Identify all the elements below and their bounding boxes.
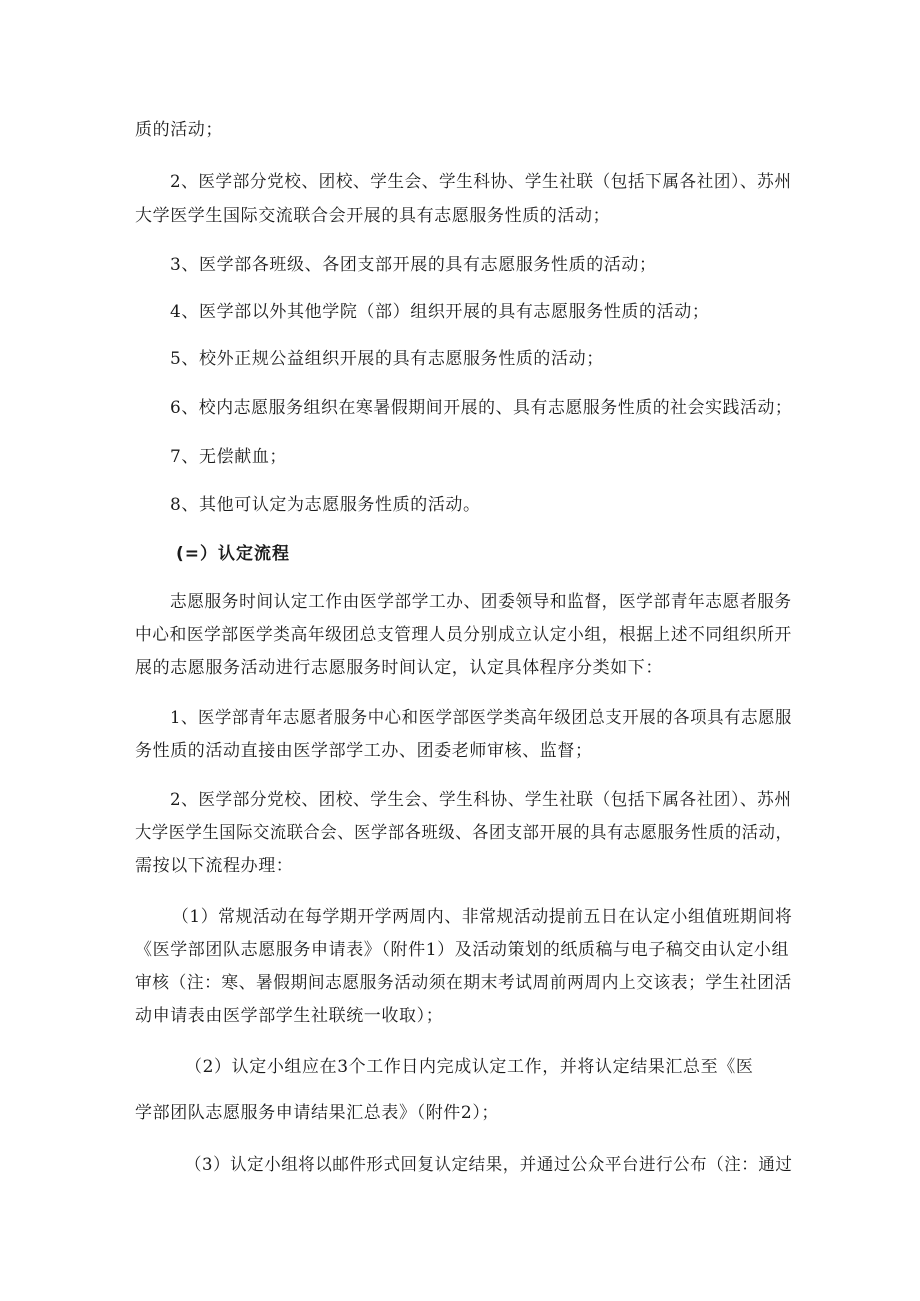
- text-line: 6、校内志愿服务组织在寒暑假期间开展的、具有志愿服务性质的社会实践活动；: [170, 398, 793, 418]
- text-line: （2）认定小组应在3个工作日内完成认定工作，并将认定结果汇总至《医: [185, 1057, 754, 1077]
- text-line: 大学医学生国际交流联合会、医学部各班级、各团支部开展的具有志愿服务性质的活动，: [135, 823, 793, 843]
- text-line: 7、无偿献血；: [170, 447, 288, 467]
- text-line: 2、医学部分党校、团校、学生会、学生科协、学生社联（包括下属各社团）、苏州: [170, 172, 792, 192]
- text-line: 4、医学部以外其他学院（部）组织开展的具有志愿服务性质的活动；: [170, 302, 710, 322]
- text-line: 5、校外正规公益组织开展的具有志愿服务性质的活动；: [170, 349, 604, 369]
- text-line: 学部团队志愿服务申请结果汇总表》（附件2）；: [135, 1103, 500, 1123]
- text-line: 展的志愿服务活动进行志愿服务时间认定，认定具体程序分类如下：: [135, 658, 663, 678]
- text-line: 审核（注：寒、暑假期间志愿服务活动须在期末考试周前两周内上交该表；学生社团活: [135, 973, 792, 993]
- text-line: 《医学部团队志愿服务申请表》（附件1）及活动策划的纸质稿与电子稿交由认定小组: [135, 940, 790, 960]
- text-line: 质的活动；: [135, 120, 223, 140]
- section-heading: (=）认定流程: [176, 544, 291, 564]
- text-line: （1）常规活动在每学期开学两周内、非常规活动提前五日在认定小组值班期间将: [172, 907, 793, 927]
- text-line: 2、医学部分党校、团校、学生会、学生科协、学生社联（包括下属各社团）、苏州: [170, 790, 792, 810]
- text-line: （3）认定小组将以邮件形式回复认定结果，并通过公众平台进行公布（注：通过: [185, 1155, 793, 1175]
- text-line: 中心和医学部医学类高年级团总支管理人员分别成立认定小组，根据上述不同组织所开: [135, 625, 792, 645]
- text-line: 志愿服务时间认定工作由医学部学工办、团委领导和监督，医学部青年志愿者服务: [170, 592, 792, 612]
- text-line: 1、医学部青年志愿者服务中心和医学部医学类高年级团总支开展的各项具有志愿服: [170, 708, 792, 728]
- text-line: 需按以下流程办理：: [135, 856, 294, 876]
- text-line: 大学医学生国际交流联合会开展的具有志愿服务性质的活动；: [135, 206, 611, 226]
- text-line: 3、医学部各班级、各团支部开展的具有志愿服务性质的活动；: [170, 255, 657, 275]
- text-line: 动申请表由医学部学生社联统一收取）；: [135, 1006, 444, 1026]
- text-line: 务性质的活动直接由医学部学工办、团委老师审核、监督；: [135, 741, 593, 761]
- text-line: 8、其他可认定为志愿服务性质的活动。: [170, 495, 481, 515]
